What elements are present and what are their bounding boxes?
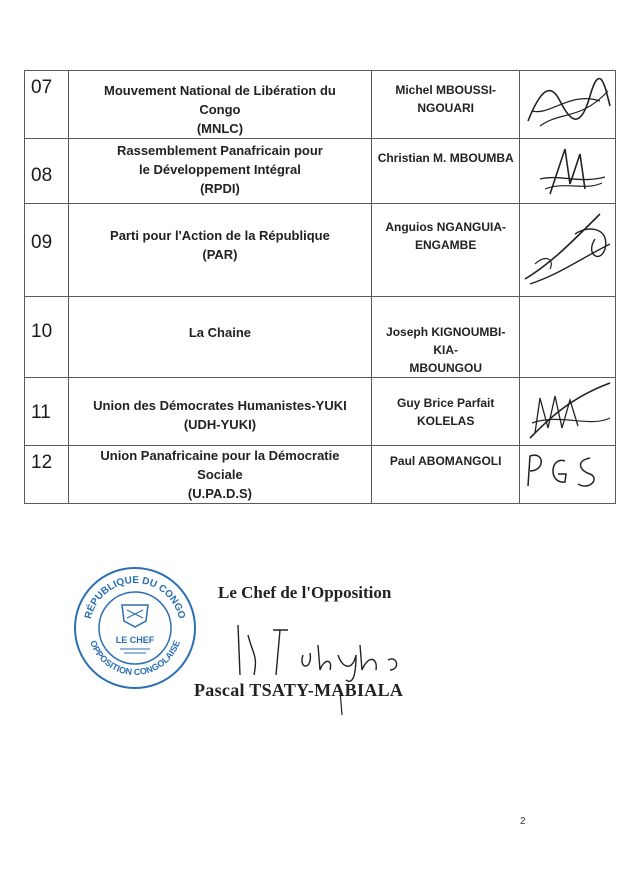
signatory-table xyxy=(24,70,616,504)
party-line: Sociale xyxy=(197,467,243,482)
stamp-ring-top: RÉPUBLIQUE DU CONGO xyxy=(83,574,187,621)
party-line: Union Panafricaine pour la Démocratie xyxy=(100,448,340,463)
party-cell xyxy=(68,204,371,297)
handwritten-signature xyxy=(520,139,616,204)
row-number: 10 xyxy=(31,321,53,342)
table-row xyxy=(25,446,616,504)
row-number: 11 xyxy=(31,402,51,423)
row-number: 12 xyxy=(31,452,53,473)
party-line: Congo xyxy=(199,102,241,117)
table-row xyxy=(25,378,616,446)
signature-cell xyxy=(520,71,616,139)
handwritten-signature xyxy=(520,204,616,297)
party-line: Union des Démocrates Humanistes-YUKI xyxy=(93,398,347,413)
coat-of-arms-icon xyxy=(122,605,148,627)
signatory-title: Le Chef de l'Opposition xyxy=(218,583,392,602)
row-number: 07 xyxy=(31,77,53,98)
table-row xyxy=(25,71,616,139)
row-number-cell xyxy=(25,204,69,297)
signature-cell xyxy=(520,297,616,378)
leader-line: Joseph KIGNOUMBI-KIA- xyxy=(386,325,506,357)
party-line: Parti pour l'Action de la République xyxy=(110,228,330,243)
leader-line: Michel MBOUSSI- xyxy=(395,83,497,97)
party-line: le Développement Intégral xyxy=(139,162,301,177)
signatory-name: Pascal TSATY-MABIALA xyxy=(194,680,404,700)
handwritten-signature xyxy=(520,378,616,446)
party-acronym: (MNLC) xyxy=(196,121,244,136)
leader-cell xyxy=(372,378,520,446)
handwritten-signature xyxy=(520,71,616,137)
row-number-cell xyxy=(25,139,69,204)
signature-cell xyxy=(520,139,616,204)
official-stamp xyxy=(70,563,200,693)
party-line: Rassemblement Panafricain pour xyxy=(116,143,323,158)
party-cell xyxy=(68,297,371,378)
row-number: 08 xyxy=(31,165,53,186)
leader-cell xyxy=(372,139,520,204)
leader-cell xyxy=(372,446,520,504)
signature-cell xyxy=(520,446,616,504)
signature-cell xyxy=(520,204,616,297)
stamp-center-text: LE CHEF xyxy=(115,635,155,645)
leader-cell xyxy=(372,71,520,139)
leader-line: Anguios NGANGUIA- xyxy=(385,220,507,234)
leader-line: MBOUNGOU xyxy=(409,361,483,375)
table-row xyxy=(25,297,616,378)
row-number-cell xyxy=(25,297,69,378)
party-acronym: (U.PA.D.S) xyxy=(187,486,252,501)
party-acronym: (RPDI) xyxy=(200,181,240,196)
leader-line: Christian M. MBOUMBA xyxy=(377,151,514,165)
row-number-cell xyxy=(25,378,69,446)
handwritten-signature xyxy=(520,446,616,502)
row-number-cell xyxy=(25,71,69,139)
party-acronym: (UDH-YUKI) xyxy=(183,417,257,432)
leader-line: NGOUARI xyxy=(417,101,475,115)
leader-cell xyxy=(372,297,520,378)
leader-line: Guy Brice Parfait KOLELAS xyxy=(397,396,495,428)
leader-line: Paul ABOMANGOLI xyxy=(389,454,502,468)
page-number: 2 xyxy=(520,816,526,827)
row-number-cell xyxy=(25,446,69,504)
table-row xyxy=(25,204,616,297)
party-line: La Chaine xyxy=(188,325,251,340)
party-cell xyxy=(68,139,371,204)
leader-line: ENGAMBE xyxy=(415,238,477,252)
party-acronym: (PAR) xyxy=(202,247,238,262)
row-number: 09 xyxy=(31,232,53,253)
table-row xyxy=(25,139,616,204)
signature-cell xyxy=(520,378,616,446)
stamp-ring-bottom: OPPOSITION CONGOLAISE xyxy=(88,639,182,678)
party-line: Mouvement National de Libération du xyxy=(104,83,336,98)
party-cell xyxy=(68,378,371,446)
leader-cell xyxy=(372,204,520,297)
party-cell xyxy=(68,446,371,504)
party-cell xyxy=(68,71,371,139)
